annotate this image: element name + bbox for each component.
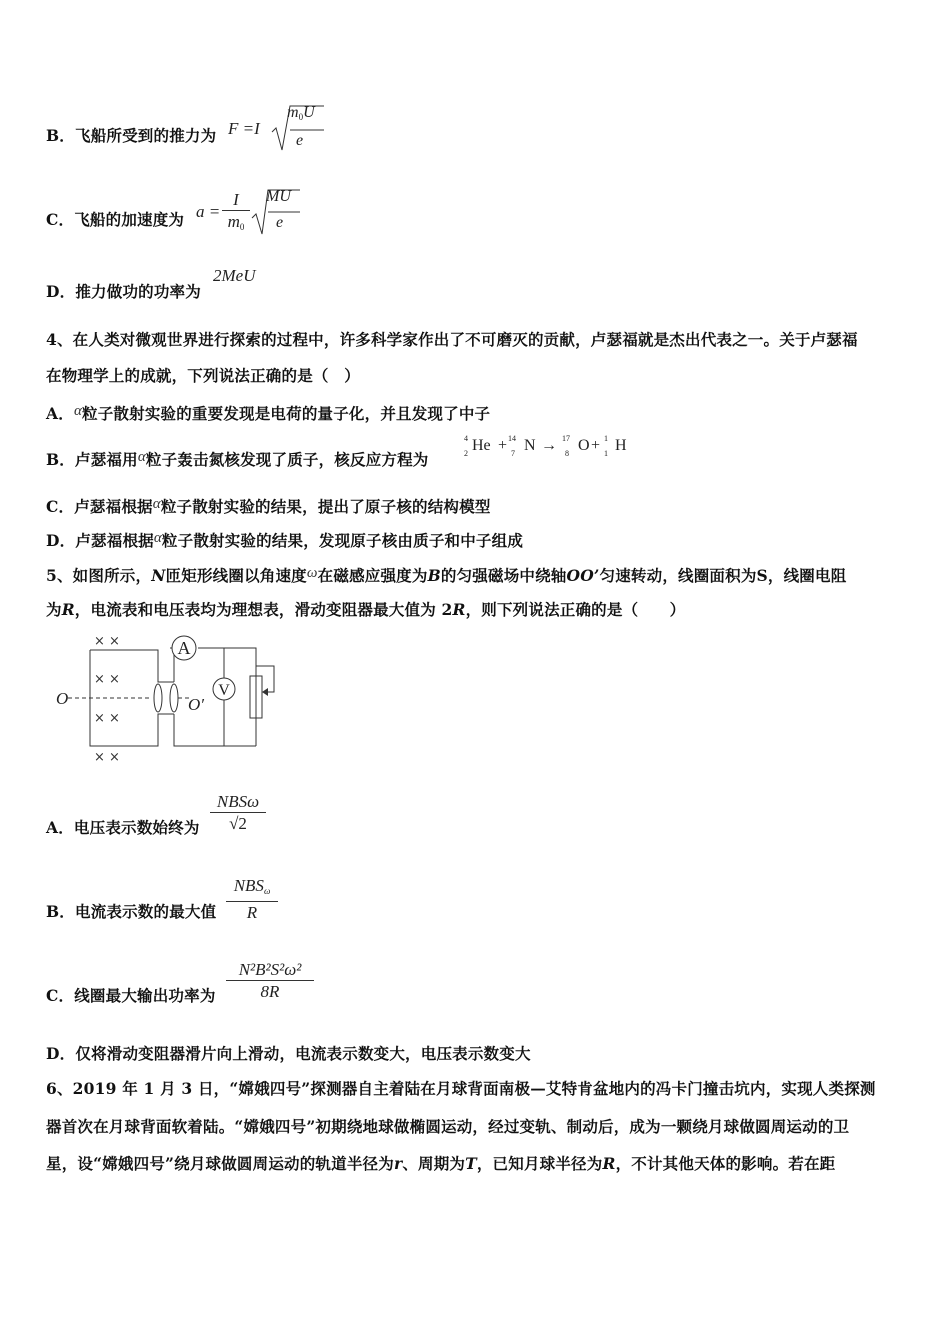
q5-option-c: C．线圈最大输出功率为	[46, 986, 216, 1005]
field-crosses-row-3: × ×	[94, 711, 120, 726]
axis-label-o: O	[56, 689, 69, 708]
nuclear-equation: 4 2 He + 14 7 N → 17 8 O + 1 1 H	[464, 434, 627, 458]
q5-option-d: D．仅将滑动变阻器滑片向上滑动，电流表示数变大，电压表示数变大	[46, 1044, 531, 1063]
q3-option-c-label: C．飞船的加速度为	[46, 210, 185, 229]
q4-option-c: C．卢瑟福根据α粒子散射实验的结果，提出了原子核的结构模型	[46, 496, 491, 516]
q3-option-d-formula: 2MeU	[213, 266, 256, 285]
wire-bottom	[174, 714, 256, 746]
q3-option-c-frac-den: $m_0$	[227, 212, 245, 232]
q6-line-2: 器首次在月球背面软着陆。“嫦娥四号”初期绕地球做椭圆运动，经过变轨、制动后，成为一颗绕月球做圆周运动的卫	[46, 1117, 850, 1136]
q6-line-1: 6、2019 年 1 月 3 日，“嫦娥四号”探测器自主着陆在月球背面南极—艾特肯盆地内的冯卡门撞击坑内，实现人类探测	[46, 1079, 876, 1098]
q3-option-c	[46, 210, 184, 230]
q4-stem-line-1: 4、在人类对微观世界进行探索的过程中，许多科学家作出了不可磨灭的贡献，卢瑟福就是杰出代表之一。关于卢瑟福	[46, 330, 858, 349]
q3-option-c-rad-num: MU	[266, 188, 291, 205]
q5-option-b: B．电流表示数的最大值	[46, 902, 217, 921]
q3-option-c-lhs: a =	[196, 202, 221, 221]
slider-arm	[264, 674, 274, 692]
field-crosses-row-2: × ×	[94, 672, 120, 687]
q5-option-a: A．电压表示数始终为	[46, 818, 200, 837]
voltmeter-label: V	[218, 682, 230, 699]
q5-stem-line-2: 为R，电流表和电压表均为理想表，滑动变阻器最大值为 2R，则下列说法正确的是（ ）	[46, 600, 686, 619]
q3-option-b-label: B．飞船所受到的推力为	[46, 126, 217, 145]
q3-option-c-rad-den: e	[276, 214, 284, 231]
q3-option-b-rad-den: e	[296, 132, 304, 149]
q3-option-d-label: D．推力做功的功率为	[46, 282, 201, 301]
q4-stem-line-2: 在物理学上的成就，下列说法正确的是（ ）	[46, 366, 361, 385]
axis-label-o-prime: O′	[188, 695, 204, 714]
field-crosses-row-4: × ×	[94, 750, 120, 765]
alpha-symbol: α	[73, 403, 83, 419]
q3-option-d	[46, 282, 201, 302]
q3-option-c-frac-num: I	[233, 190, 239, 209]
q4-option-b: B．卢瑟福用α粒子轰击氮核发现了质子，核反应方程为	[46, 449, 429, 469]
ammeter-label: A	[177, 638, 191, 658]
circuit-diagram	[50, 628, 290, 768]
q4-option-d: D．卢瑟福根据α粒子散射实验的结果，发现原子核由质子和中子组成	[46, 530, 524, 550]
slider-wire	[256, 666, 274, 674]
q3-option-c-fraction	[222, 190, 250, 238]
q5-option-b-fraction: $NBS_\omega$ R	[226, 876, 278, 924]
q3-option-b	[46, 126, 216, 146]
slip-ring-1	[154, 684, 162, 712]
q3-option-b-rad-num: $m_0U$	[287, 104, 315, 122]
q3-option-b-lhs: F =I	[228, 119, 260, 138]
alpha-symbol: α	[137, 449, 146, 465]
alpha-symbol: α	[152, 496, 161, 512]
q5-option-a-fraction: NBSω √2	[210, 792, 266, 835]
alpha-symbol: α	[153, 530, 162, 546]
field-crosses-row-1: × ×	[94, 634, 120, 649]
q4-option-a: A．α粒子散射实验的重要发现是电荷的量子化，并且发现了中子	[46, 403, 491, 423]
q5-option-c-fraction: N²B²S²ω² 8R	[226, 960, 314, 1003]
slider-arrow	[262, 688, 268, 696]
q6-line-3: 星，设“嫦娥四号”绕月球做圆周运动的轨道半径为r、周期为T，已知月球半径为R，不计其他天体的影响。若在距	[46, 1154, 836, 1173]
omega-symbol: ω	[306, 565, 318, 581]
slip-ring-2	[170, 684, 178, 712]
q5-stem-line-1: 5、如图所示，N匝矩形线圈以角速度ω在磁感应强度为B的匀强磁场中绕轴OO’匀速转动，线圈面积为S，线圈电阻	[46, 565, 847, 585]
